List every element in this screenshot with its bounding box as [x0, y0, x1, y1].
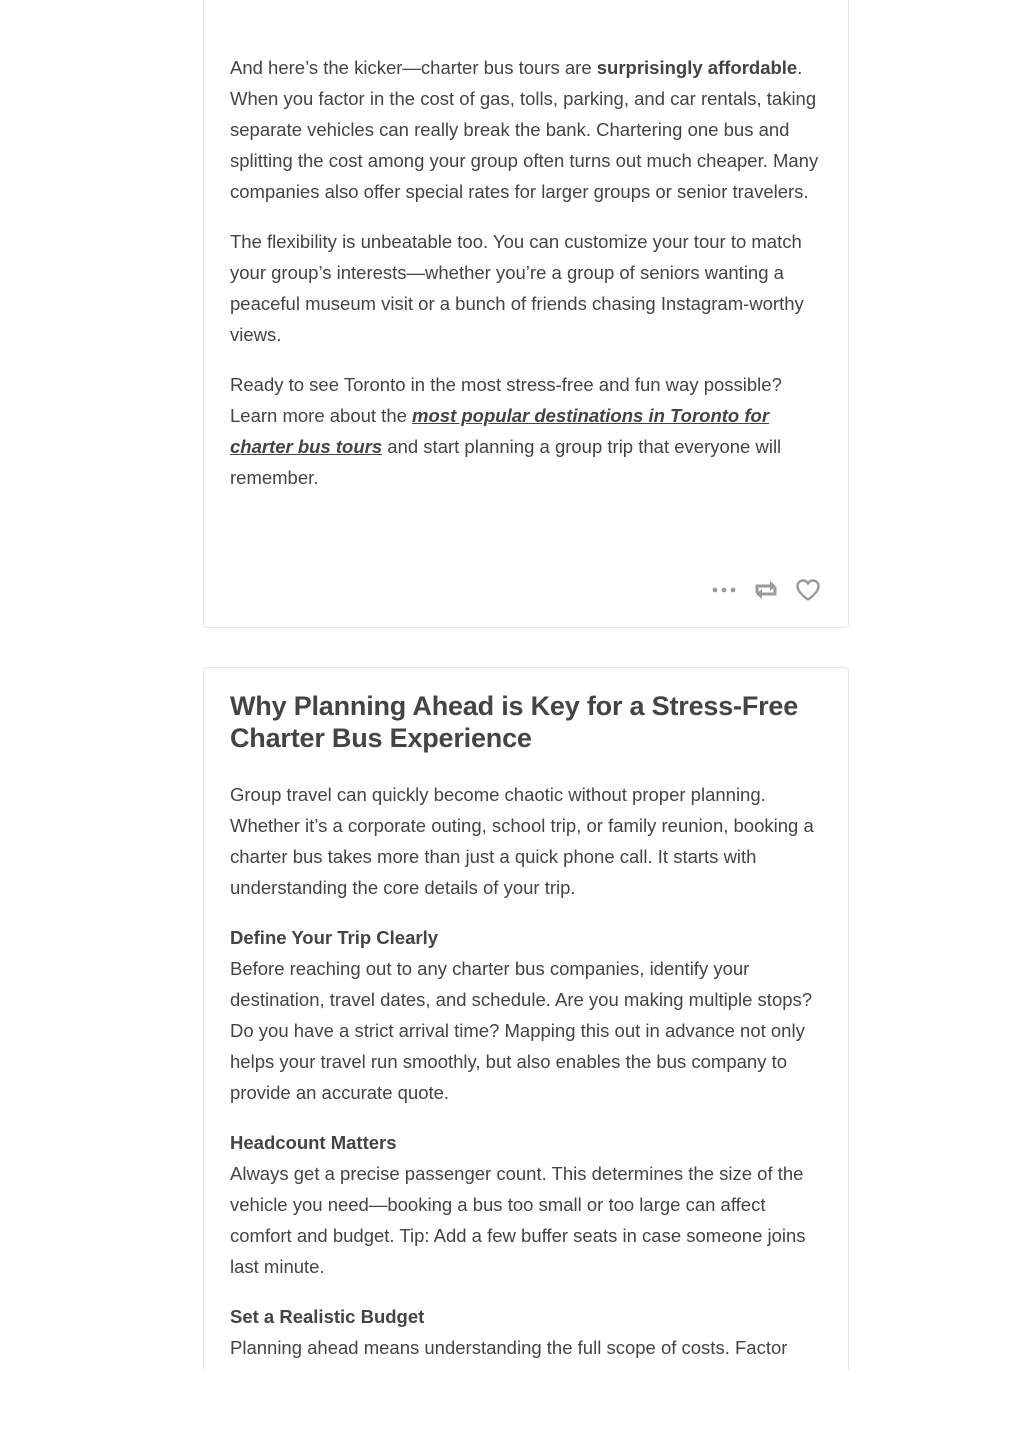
post-paragraph: Group travel can quickly become chaotic without proper planning. Whether it’s a corporate outing, school trip, or family reunion, booking a charter bus takes more than just a quick phone call. It starts with understanding the core details of your trip.: [230, 784, 814, 898]
section-text: Before reaching out to any charter bus companies, identify your destination, travel dates, and schedule. Are you making multiple stops? Do you have a strict arrival time? Mapping this out in advance not only helps your travel run smoothly, but also enables the bus company to provide an accurate quote.: [230, 958, 813, 1103]
post-paragraph: [230, 52, 826, 207]
post-card: [203, 0, 849, 628]
paragraph-text: Ready to see Toronto in the most stress-free and fun way possible? Learn more about the: [230, 374, 782, 426]
section-heading: Define Your Trip Clearly: [230, 927, 439, 948]
post-card: [203, 667, 849, 1370]
more-options-button[interactable]: [710, 576, 738, 604]
post-controls: [710, 576, 822, 604]
section-text: Always get a precise passenger count. This determines the size of the vehicle you need—booking a bus too small or too large can affect comfort and budget. Tip: Add a few buffer seats in case someone joins last minute.: [230, 1163, 806, 1277]
post-body: [230, 690, 826, 1382]
ellipsis-icon: [712, 587, 736, 593]
post-section: [230, 922, 826, 1108]
post-section: [230, 1301, 826, 1363]
section-heading: Set a Realistic Budget: [230, 1306, 425, 1327]
bold-text: surprisingly affordable: [596, 57, 798, 78]
post-paragraph: [230, 369, 826, 493]
post-title: Why Planning Ahead is Key for a Stress-Free Charter Bus Experience: [230, 691, 799, 753]
section-heading: Headcount Matters: [230, 1132, 397, 1153]
heart-icon: [795, 578, 821, 602]
paragraph-text: and start planning a group trip that everyone will remember.: [230, 436, 782, 488]
reblog-button[interactable]: [752, 576, 780, 604]
like-button[interactable]: [794, 576, 822, 604]
reblog-icon: [753, 578, 779, 602]
post-paragraph: The flexibility is unbeatable too. You can customize your tour to match your group’s interests—whether you’re a group of seniors wanting a peaceful museum visit or a bunch of friends chasing Instagram-worthy views.: [230, 231, 804, 345]
section-text: Planning ahead means understanding the full scope of costs. Factor: [230, 1337, 788, 1358]
post-body: [230, 52, 826, 512]
paragraph-text: And here’s the kicker—charter bus tours are: [230, 57, 597, 78]
paragraph-text: . When you factor in the cost of gas, tolls, parking, and car rentals, taking separate vehicles can really break the bank. Chartering one bus and splitting the cost among your group often turns out much cheaper. Many companies also offer special rates for larger groups or senior travelers.: [230, 57, 819, 202]
post-section: [230, 1127, 826, 1282]
destinations-link[interactable]: most popular destinations in Toronto for charter bus tours: [230, 405, 770, 457]
